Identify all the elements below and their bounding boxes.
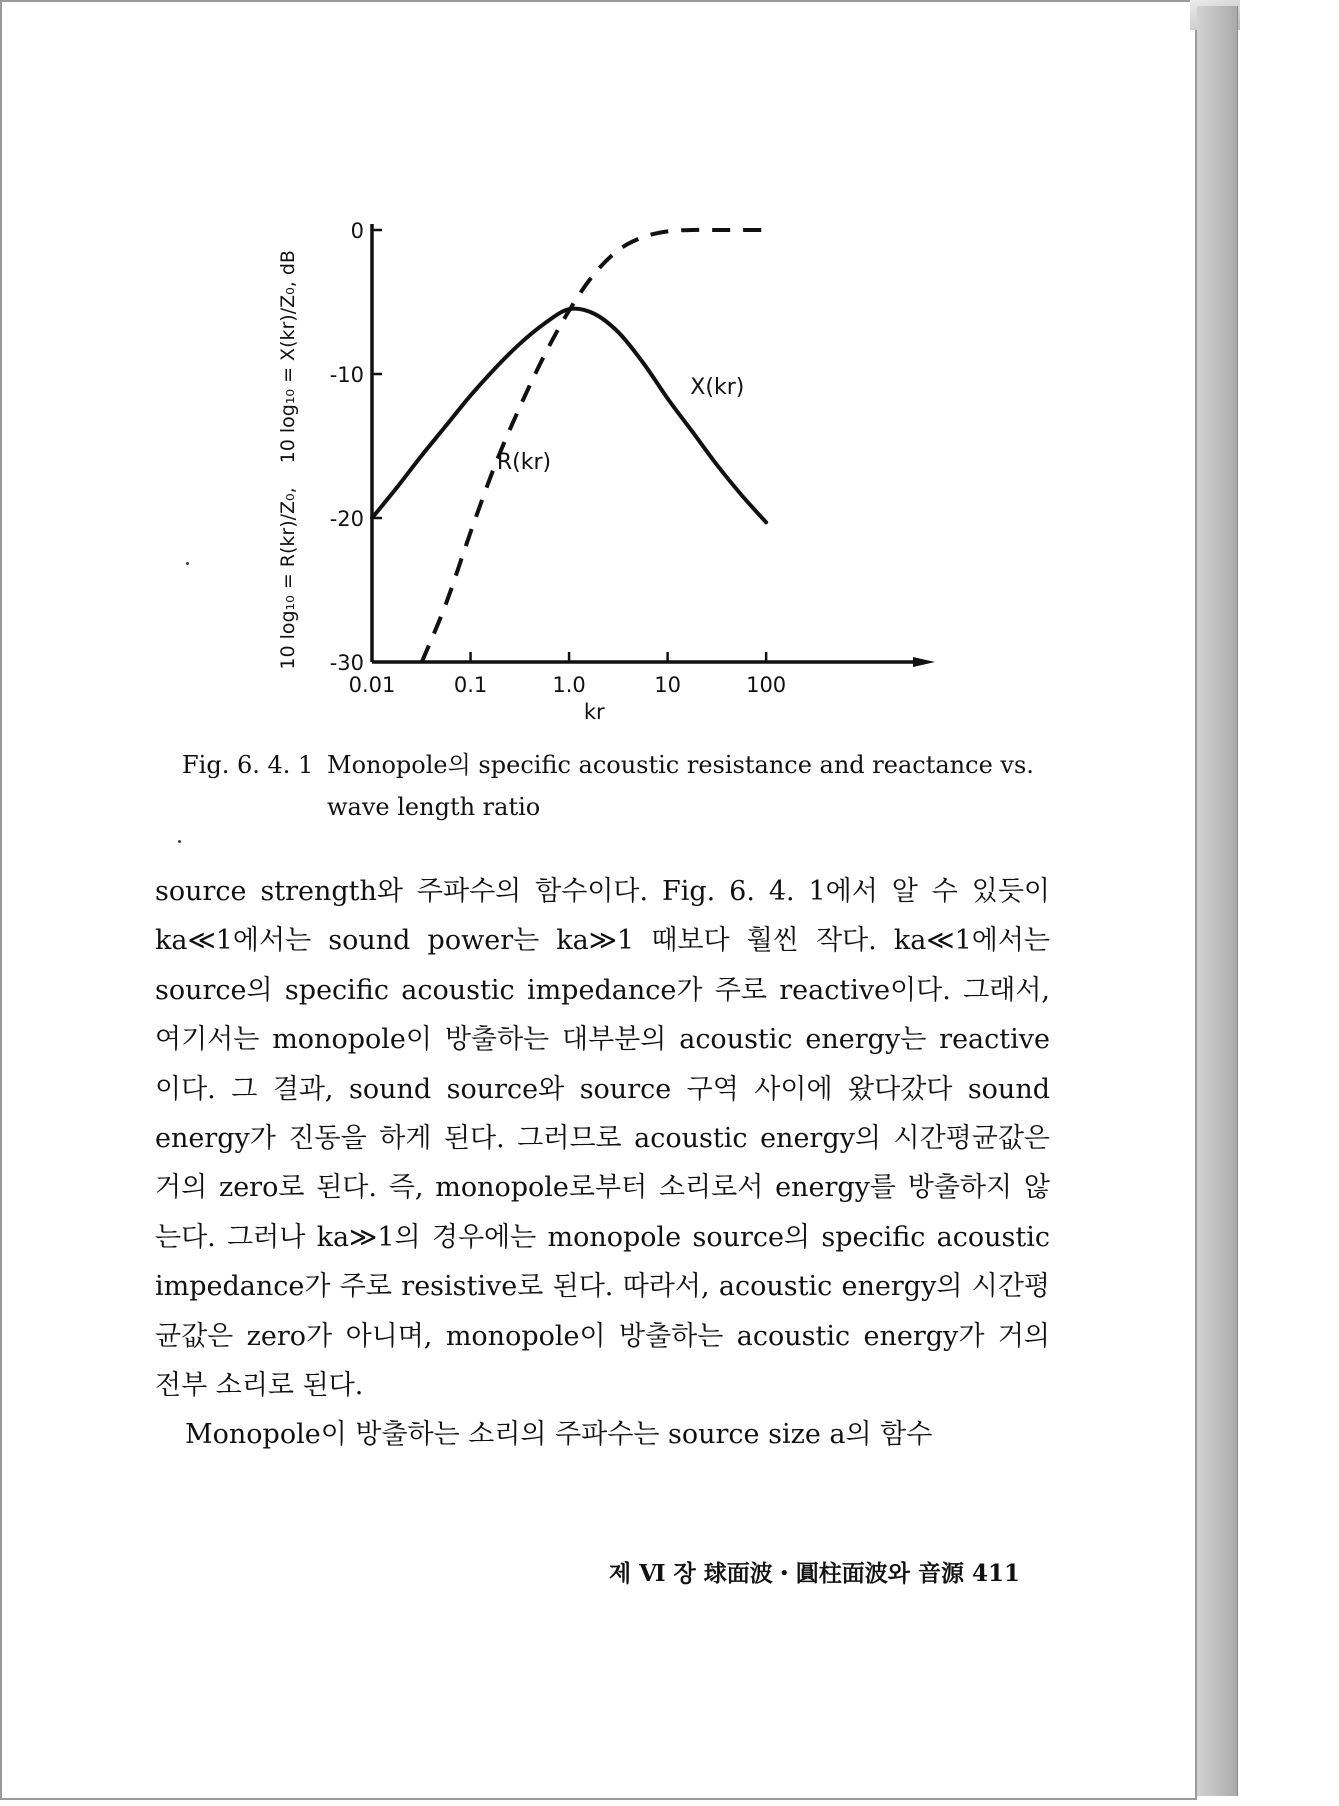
paragraph: Monopole이 방출하는 소리의 주파수는 source size a의 함수 [185, 1419, 933, 1451]
body-text [155, 867, 1050, 1460]
speck-mark [186, 562, 189, 565]
y-tick-label: -10 [329, 363, 364, 387]
r-kr-curve [422, 230, 766, 662]
caption-text: Monopole의 specific acoustic resistance and reactance vs. wave length ratio [327, 751, 1034, 821]
impedance-chart [250, 200, 970, 740]
y-tick-label: -30 [329, 651, 364, 675]
x-axis-label: kr [583, 700, 605, 724]
y-axis-label-top: 10 log₁₀ = X(kr)/Z₀, dB [277, 250, 299, 464]
y-tick-label: -20 [329, 507, 364, 531]
paragraph: source strength와 주파수의 함수이다. Fig. 6. 4. 1에서 알 수 있듯이 ka≪1에서는 sound power는 ka≫1 때보다 훨씬 작다. ka≪1에서는 source의 specific acoustic impedance가 주로 reactive이다. 그래서, 여기서는 monopole이 방출하는 대부분의 acoustic energy는 reactive이다. 그 결과, sound source와 source 구역 사이에 왔다갔다 sound energy가 진동을 하게 된다. 그러므로 acoustic energy의 시간평균값은 거의 zero로 된다. 즉, monopole로부터 소리로서 energy를 방출하지 않는다. 그러나 ka≫1의 경우에는 monopole source의 specific acoustic impedance가 주로 resistive로 된다. 따라서, acoustic energy의 시간평균값은 zero가 아니며, monopole이 방출하는 acoustic energy가 거의 전부 소리로 된다. [155, 876, 1050, 1402]
chart-labels [277, 250, 744, 670]
x-tick-label: 0.1 [453, 673, 488, 697]
speck-mark [178, 840, 181, 843]
y-axis-label-bottom: 10 log₁₀ = R(kr)/Z₀, [277, 487, 299, 670]
page-footer: 제 Ⅵ 장 球面波・圓柱面波와 音源 411 [608, 1560, 1020, 1587]
x-tick-label: 10 [654, 673, 681, 697]
x-tick-label: 1.0 [552, 673, 586, 697]
x-kr-series-label: X(kr) [690, 375, 745, 401]
y-tick-label: 0 [350, 219, 364, 243]
caption-number: Fig. 6. 4. 1 [182, 751, 314, 779]
r-kr-series-label: R(kr) [496, 450, 552, 476]
y-ticks [330, 219, 382, 675]
x-axis-arrow [913, 657, 935, 667]
x-tick-label: 0.01 [348, 673, 396, 697]
chart-axes [372, 224, 935, 667]
x-kr-curve [372, 309, 766, 523]
x-tick-label: 100 [746, 673, 787, 697]
book-spine [1197, 6, 1238, 1796]
chart-curves [372, 230, 766, 662]
